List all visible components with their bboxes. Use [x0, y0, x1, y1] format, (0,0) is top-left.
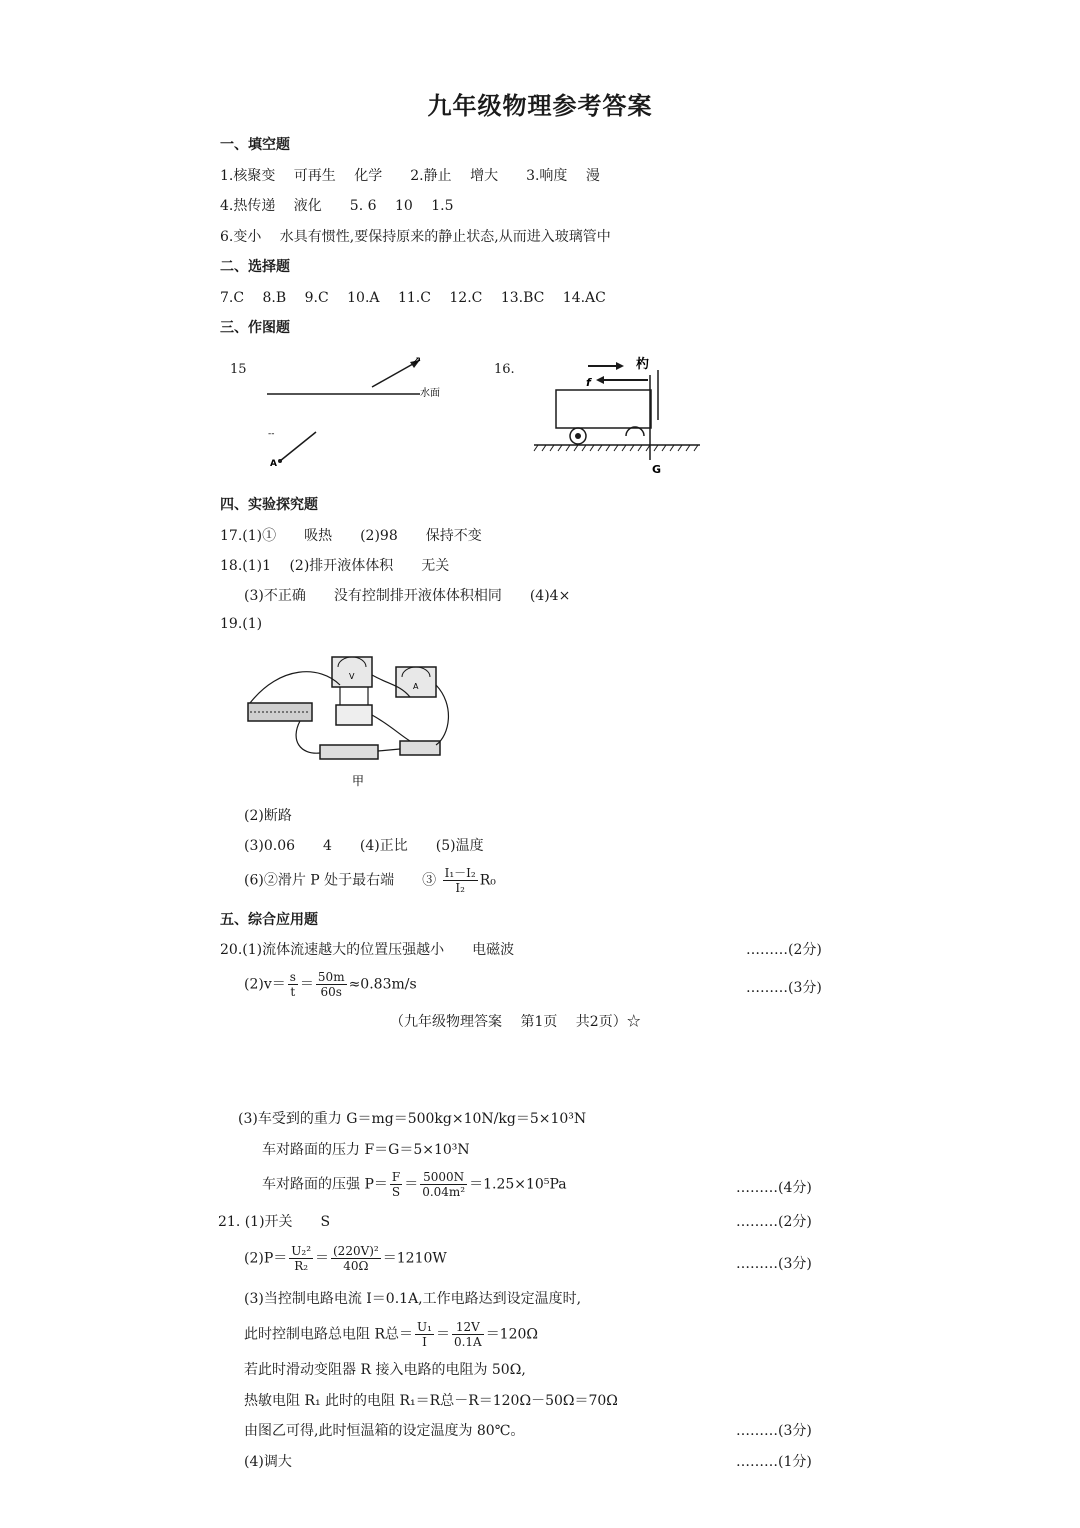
answer-line-3: 6.变小 水具有惯性,要保持原来的静止状态,从而进入玻璃管中	[220, 229, 611, 245]
section-heading-drawing: 三、作图题	[220, 320, 290, 336]
q20-part3-result: ＝1.25×10⁵Pa	[469, 1176, 567, 1193]
q21-part3-prefix: 此时控制电路总电阻 R总＝	[244, 1326, 413, 1343]
voltmeter-symbol: V	[349, 672, 355, 681]
fraction-numerator: 12V	[452, 1320, 484, 1335]
fraction-denominator: 40Ω	[343, 1259, 369, 1273]
q19-part6-r0: R₀	[479, 872, 496, 889]
section-heading-choice: 二、选择题	[220, 259, 290, 275]
q21-part3-line2	[244, 1320, 538, 1349]
friction-arrowhead	[596, 376, 604, 384]
eye-mark: ⇗	[412, 354, 422, 367]
fraction-denominator: S	[391, 1185, 401, 1199]
q20-fraction-s-t	[288, 970, 298, 999]
q20-part1: 20.(1)流体流速越大的位置压强越小 电磁波	[220, 942, 515, 958]
fraction-numerator: s	[289, 970, 296, 984]
q19-circuit-diagram	[240, 645, 460, 790]
fraction-numerator: U₂²	[291, 1244, 311, 1258]
page-title: 九年级物理参考答案	[427, 91, 653, 120]
choice-answers: 7.C 8.B 9.C 10.A 11.C 12.C 13.BC 14.AC	[220, 290, 606, 306]
q16-label: 16.	[494, 362, 515, 377]
point-a	[278, 459, 282, 463]
fraction-denominator: t	[290, 985, 296, 999]
q18-answer-b: (3)不正确 没有控制排开液体体积相同 (4)4×	[244, 588, 571, 604]
q21-part2	[244, 1244, 447, 1273]
battery	[320, 745, 378, 759]
q20-part3-line1: (3)车受到的重力 G＝mg＝500kg×10N/kg＝5×10³N	[238, 1111, 587, 1127]
q15-label: 15	[230, 362, 247, 377]
q21-part3-line1: (3)当控制电路电流 I＝0.1A,工作电路达到设定温度时,	[244, 1291, 582, 1307]
fraction-numerator: U₁	[417, 1320, 432, 1334]
motion-arrowhead	[616, 362, 624, 370]
q20-part2-prefix: (2)v＝	[244, 976, 286, 993]
q21-part4-points: ………(1分)	[736, 1454, 812, 1470]
section-heading-fill-blank: 一、填空题	[220, 137, 290, 153]
q21-part3-line4: 热敏电阻 R₁ 此时的电阻 R₁＝R总－R＝120Ω－50Ω＝70Ω	[244, 1393, 618, 1409]
q19-part2: (2)断路	[244, 808, 292, 824]
q20-part3-line2: 车对路面的压力 F＝G＝5×10³N	[262, 1142, 470, 1158]
answer-line-2: 4.热传递 液化 5. 6 10 1.5	[220, 198, 454, 214]
q21-part3-line5: 由图乙可得,此时恒温箱的设定温度为 80℃。	[244, 1423, 525, 1439]
q20-fraction-f-s	[390, 1170, 402, 1199]
fraction-denominator: 0.04m²	[422, 1185, 466, 1199]
q21-part3-points: ………(3分)	[736, 1423, 812, 1439]
q21-part1: 21. (1)开关 S	[218, 1214, 331, 1230]
q19-part3-5: (3)0.06 4 (4)正比 (5)温度	[244, 838, 484, 854]
fraction-numerator: 5000N	[420, 1170, 467, 1185]
q19-part6-text: (6)②滑片 P 处于最右端 ③	[244, 872, 437, 889]
equals-sign: ＝	[315, 1250, 329, 1267]
cart-wheel-left-hub	[575, 433, 581, 439]
answer-line-1: 1.核聚变 可再生 化学 2.静止 增大 3.响度 漫	[220, 168, 600, 184]
fraction-numerator: I₁－I₂	[444, 866, 476, 880]
cart-body	[556, 390, 651, 428]
q21-fraction-resistance	[452, 1320, 484, 1349]
q20-part2	[244, 970, 417, 999]
q21-part4: (4)调大	[244, 1454, 292, 1470]
q21-fraction-u-r	[289, 1244, 313, 1273]
q16-force-diagram	[530, 350, 710, 478]
fraction-numerator: 50m	[317, 970, 345, 984]
q21-part2-result: ＝1210W	[382, 1250, 447, 1267]
tree-mark: 杓	[636, 357, 650, 372]
fraction-numerator: (220V)²	[333, 1244, 379, 1258]
switch	[400, 741, 440, 755]
fraction-numerator: F	[391, 1170, 401, 1184]
section-heading-application: 五、综合应用题	[220, 912, 318, 928]
fraction-denominator: 60s	[320, 985, 342, 999]
gravity-label: G	[652, 463, 662, 476]
water-surface-label: 水面	[420, 388, 440, 399]
ground-hatch	[534, 445, 698, 451]
section-heading-experiment: 四、实验探究题	[220, 497, 318, 513]
q19-part6-fraction	[443, 866, 478, 895]
q20-part3-line3	[262, 1170, 567, 1199]
equals-sign: ＝	[435, 1326, 450, 1343]
page-footer: （九年级物理答案 第1页 共2页）☆	[390, 1014, 641, 1030]
ammeter-symbol: A	[413, 682, 419, 691]
fraction-denominator: R₂	[294, 1259, 309, 1273]
q20-part3-points: ………(4分)	[736, 1180, 812, 1196]
friction-label: f	[586, 376, 591, 389]
q19-label: 19.(1)	[220, 616, 263, 632]
fraction-denominator: I₂	[455, 881, 465, 895]
q17-answer: 17.(1)① 吸热 (2)98 保持不变	[220, 528, 482, 544]
q21-part3-result: ＝120Ω	[485, 1326, 539, 1343]
tick-mark: --	[268, 429, 275, 439]
q20-part1-points: ………(2分)	[746, 942, 822, 958]
point-a-label: A	[270, 459, 277, 469]
q20-part2-points: ………(3分)	[746, 980, 822, 996]
q21-part1-points: ………(2分)	[736, 1214, 812, 1230]
q21-part3-line3: 若此时滑动变阻器 R 接入电路的电阻为 50Ω,	[244, 1362, 526, 1378]
q21-part2-points: ………(3分)	[736, 1256, 812, 1272]
equals-sign: ＝	[404, 1176, 419, 1193]
q18-answer-a: 18.(1)1 (2)排开液体体积 无关	[220, 558, 450, 574]
q21-fraction-values	[331, 1244, 381, 1273]
q20-fraction-pressure	[420, 1170, 467, 1199]
incident-ray	[280, 432, 316, 461]
q20-fraction-values	[316, 970, 347, 999]
q20-part2-result: ≈0.83m/s	[348, 976, 417, 993]
q21-part2-prefix: (2)P＝	[244, 1250, 288, 1267]
fraction-denominator: I	[422, 1335, 427, 1349]
q21-fraction-u-i	[415, 1320, 434, 1349]
fraction-denominator: 0.1A	[453, 1335, 482, 1349]
q20-part3-prefix: 车对路面的压强 P＝	[262, 1176, 388, 1193]
figure-label: 甲	[352, 774, 365, 788]
q15-refraction-diagram	[260, 350, 460, 475]
equals-sign: ＝	[299, 976, 314, 993]
q19-part6	[244, 866, 496, 895]
resistor	[336, 705, 372, 725]
